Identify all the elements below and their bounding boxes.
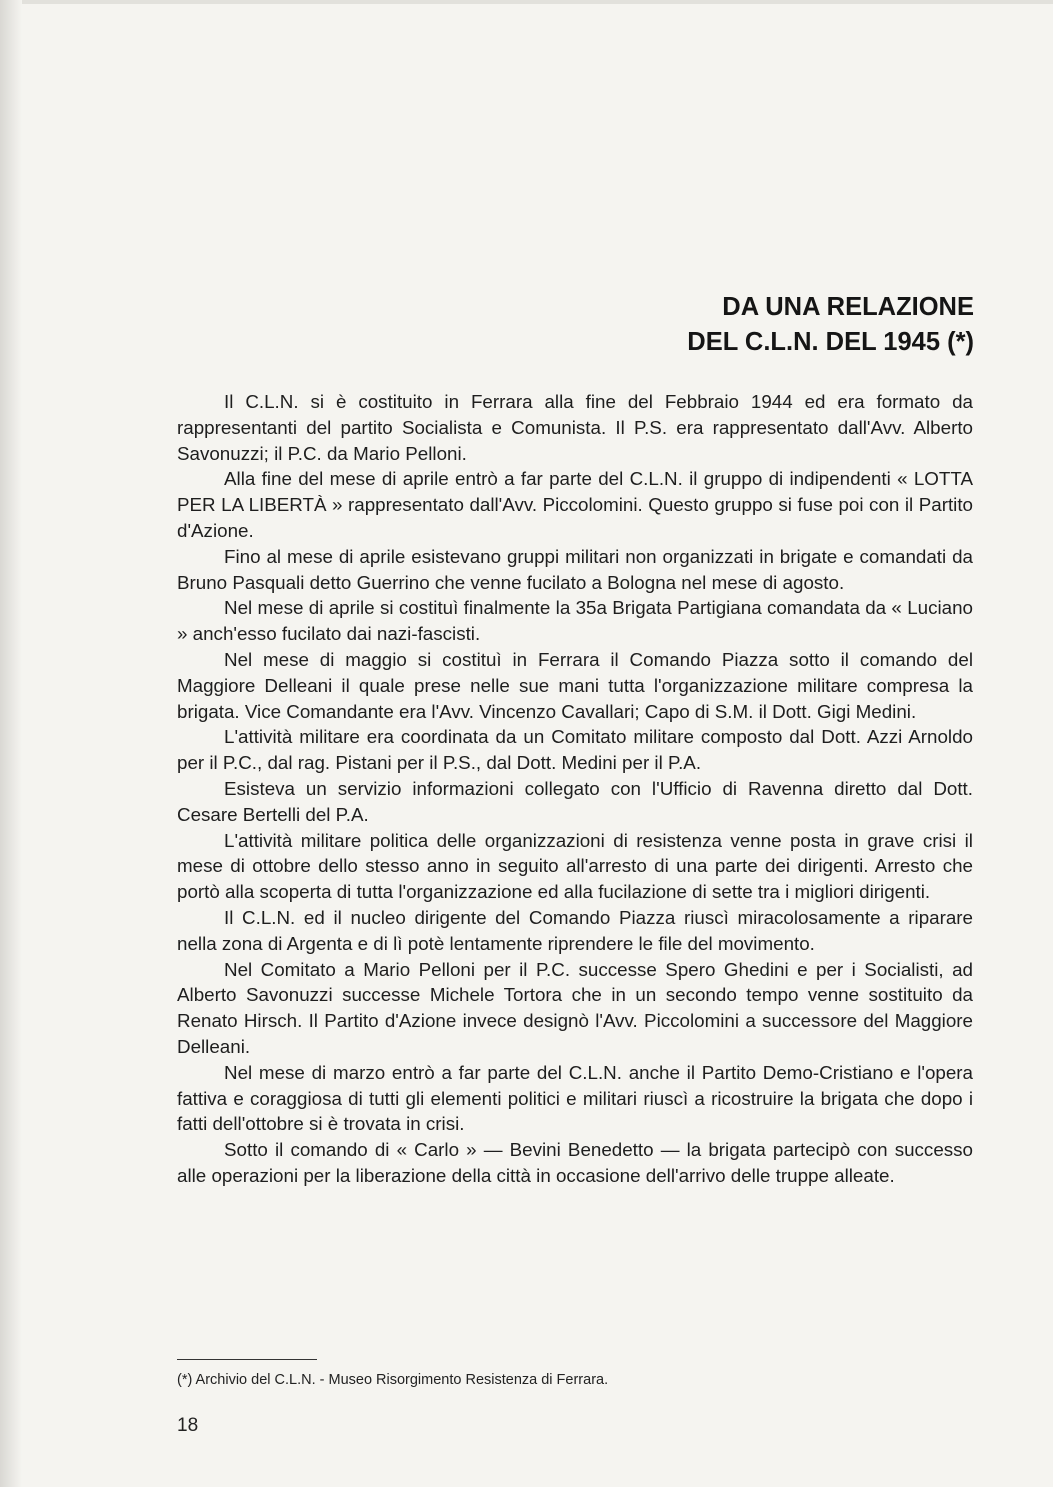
document-title	[454, 290, 974, 360]
paragraph-12: Sotto il comando di « Carlo » — Bevini Benedetto — la brigata partecipò con successo alle operazioni per la liberazione della città in occasione dell'arrivo delle truppe alleate.	[177, 1139, 973, 1186]
footnote-divider	[177, 1359, 317, 1360]
page-top-edge	[0, 0, 1053, 4]
paragraph-3: Fino al mese di aprile esistevano gruppi militari non organizzati in brigate e comandati da Bruno Pasquali detto Guerrino che venne fucilato a Bologna nel mese di agosto.	[177, 545, 973, 593]
page-number: 18	[177, 1415, 199, 1436]
title-line-2: DEL C.L.N. DEL 1945 (*)	[687, 328, 974, 356]
paragraph-10: Nel Comitato a Mario Pelloni per il P.C. successe Spero Ghedini e per i Socialisti, ad Alberto Savonuzzi successe Michele Tortora che in un secondo tempo venne sostituito da Renato Hirsch. Il Partito d'Azione invece designò l'Avv. Piccolomini a successore del Maggiore Delleani.	[177, 958, 973, 1057]
paragraph-6: L'attività militare era coordinata da un Comitato militare composto dal Dott. Azzi Arnoldo per il P.C., dal rag. Pistani per il P.S., dal Dott. Medini per il P.A.	[177, 726, 973, 774]
body-text	[177, 389, 973, 1189]
paragraph-1: Il C.L.N. si è costituito in Ferrara alla fine del Febbraio 1944 ed era formato da rappresentanti del partito Socialista e Comunista. Il P.S. era rappresentato dall'Avv. Alberto Savonuzzi; il P.C. da Mario Pelloni.	[177, 391, 973, 464]
paragraph-7: Esisteva un servizio informazioni collegato con l'Ufficio di Ravenna diretto dal Dott. Cesare Bertelli del P.A.	[177, 777, 973, 825]
paragraph-11: Nel mese di marzo entrò a far parte del C.L.N. anche il Partito Demo-Cristiano e l'opera fattiva e coraggiosa di tutti gli elementi politici e militari riuscì a ricostruire la brigata che dopo i fatti dell'ottobre si è trovata in crisi.	[177, 1061, 973, 1135]
paragraph-9: Il C.L.N. ed il nucleo dirigente del Comando Piazza riuscì miracolosamente a riparare nella zona di Argenta e di lì potè lentamente riprendere le file del movimento.	[177, 906, 973, 954]
footnote: (*) Archivio del C.L.N. - Museo Risorgimento Resistenza di Ferrara.	[177, 1372, 609, 1388]
page-binding-edge	[0, 0, 22, 1487]
paragraph-8: L'attività militare politica delle organizzazioni di resistenza venne posta in grave crisi il mese di ottobre dello stesso anno in seguito all'arresto di una parte dei dirigenti. Arresto che portò alla scoperta di tutta l'organizzazione ed alla fucilazione di sette tra i migliori dirigenti.	[177, 829, 973, 903]
paragraph-2: Alla fine del mese di aprile entrò a far parte del C.L.N. il gruppo di indipendenti « LOTTA PER LA LIBERTÀ » rappresentato dall'Avv. Piccolomini. Questo gruppo si fuse poi con il Partito d'Azione.	[177, 468, 973, 541]
title-line-1: DA UNA RELAZIONE	[722, 293, 974, 321]
paragraph-5: Nel mese di maggio si costituì in Ferrara il Comando Piazza sotto il comando del Maggiore Delleani il quale prese nelle sue mani tutta l'organizzazione militare compresa la brigata. Vice Comandante era l'Avv. Vincenzo Cavallari; Capo di S.M. il Dott. Gigi Medini.	[177, 648, 973, 722]
paragraph-4: Nel mese di aprile si costituì finalmente la 35a Brigata Partigiana comandata da « Luciano » anch'esso fucilato dai nazi-fascisti.	[177, 597, 973, 645]
